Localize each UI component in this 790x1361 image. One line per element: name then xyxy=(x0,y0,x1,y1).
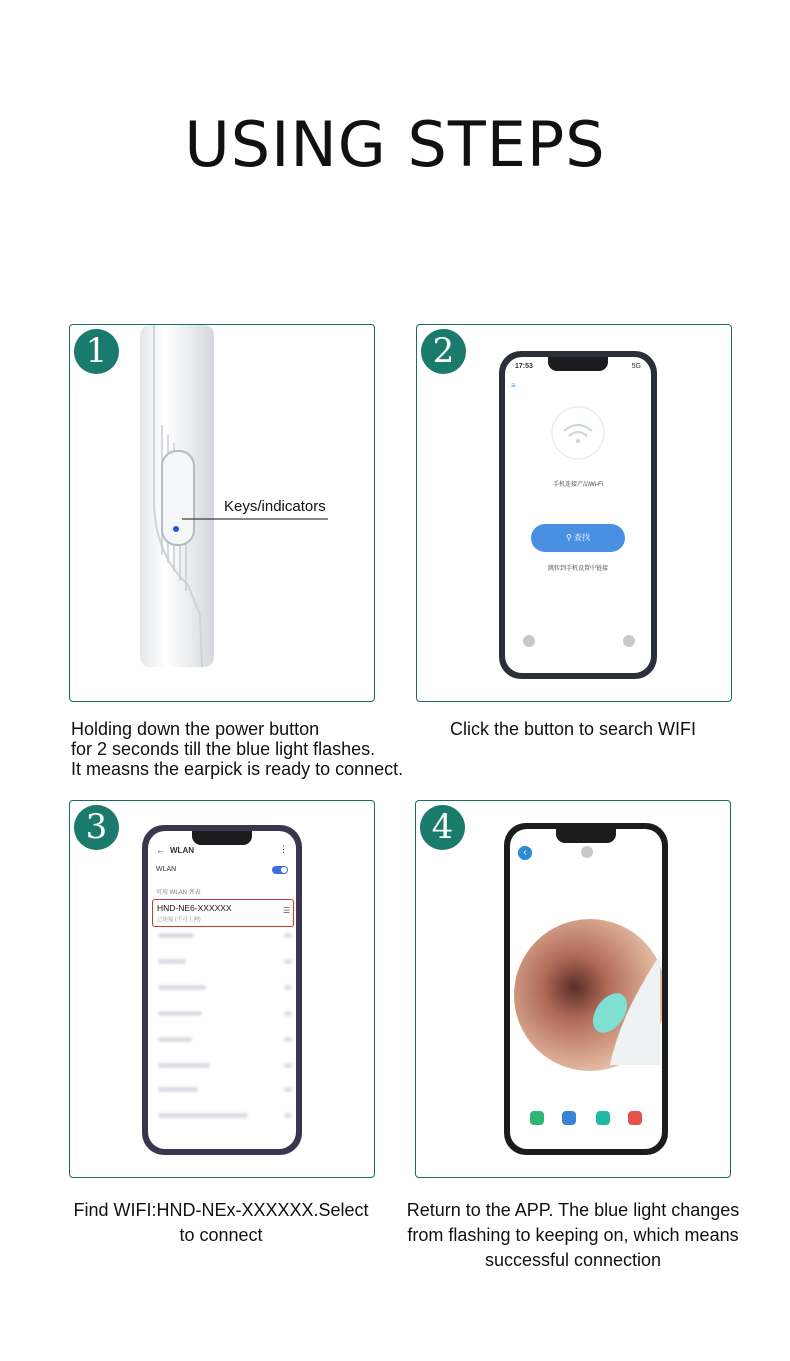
step-3-caption: Find WIFI:HND-NEx-XXXXXX.Select to connect xyxy=(73,1200,369,1245)
step-4-caption: Return to the APP. The blue light changes from flashing to keeping on, which means successful connection xyxy=(406,1200,740,1270)
wlan-list-title: 可用 WLAN 列表 xyxy=(156,890,201,896)
step-2-panel xyxy=(416,324,732,702)
wifi-icon xyxy=(550,405,606,461)
wlan-toggle-label: WLAN xyxy=(156,866,177,873)
settings-link[interactable]: 跳转到手机设置中链接 xyxy=(547,566,608,572)
wifi-prompt-text: 手机连接产品Wi-Fi xyxy=(553,482,603,488)
wlan-toggle[interactable] xyxy=(272,866,288,874)
phone-mockup-camera xyxy=(504,823,668,1155)
wlan-header: WLAN xyxy=(170,846,194,855)
ear-mode-icon[interactable] xyxy=(530,1111,544,1125)
phone-mockup-search xyxy=(499,351,657,679)
status-time: 17:53 xyxy=(515,363,533,370)
search-icon: ⚲ xyxy=(565,533,572,542)
ear-camera-view xyxy=(510,915,662,1075)
back-icon[interactable]: ‹ xyxy=(518,846,532,860)
menu-icon[interactable]: ≡ xyxy=(511,381,516,390)
more-options-icon[interactable]: ⋮ xyxy=(279,844,288,854)
phone-mockup-wlan xyxy=(142,825,302,1155)
status-network: 5G xyxy=(631,363,641,370)
page-title: USING STEPS xyxy=(184,108,606,181)
step-4-panel xyxy=(415,800,731,1178)
search-wifi-button[interactable]: ⚲ 查找 xyxy=(531,524,625,552)
album-icon[interactable] xyxy=(628,1111,642,1125)
step-3-badge: 3 xyxy=(74,805,119,850)
wifi-signal-icon: ☰ xyxy=(282,906,290,915)
earpick-device-illustration xyxy=(70,325,374,701)
play-icon[interactable] xyxy=(623,635,635,647)
network-name: HND-NE6-XXXXXX xyxy=(157,903,232,913)
keys-indicator-label: Keys/indicators xyxy=(224,498,326,515)
step-4-badge: 4 xyxy=(420,805,465,850)
step-1-panel xyxy=(69,324,375,702)
camera-icon[interactable] xyxy=(562,1111,576,1125)
step-2-badge: 2 xyxy=(421,329,466,374)
video-icon[interactable] xyxy=(596,1111,610,1125)
step-2-caption: Click the button to search WIFI xyxy=(449,719,697,739)
photo-icon[interactable] xyxy=(523,635,535,647)
back-arrow-icon[interactable]: ← xyxy=(156,845,165,855)
step-3-panel xyxy=(69,800,375,1178)
network-status: 已连接 (不可上网) xyxy=(157,917,201,923)
lock-icon[interactable] xyxy=(581,846,593,858)
step-1-caption: Holding down the power button for 2 seconds till the blue light flashes. It measns the earpick is ready to connect. xyxy=(71,719,404,779)
selected-network-row[interactable] xyxy=(152,899,294,927)
blue-indicator-light xyxy=(173,526,179,532)
step-1-badge: 1 xyxy=(74,329,119,374)
